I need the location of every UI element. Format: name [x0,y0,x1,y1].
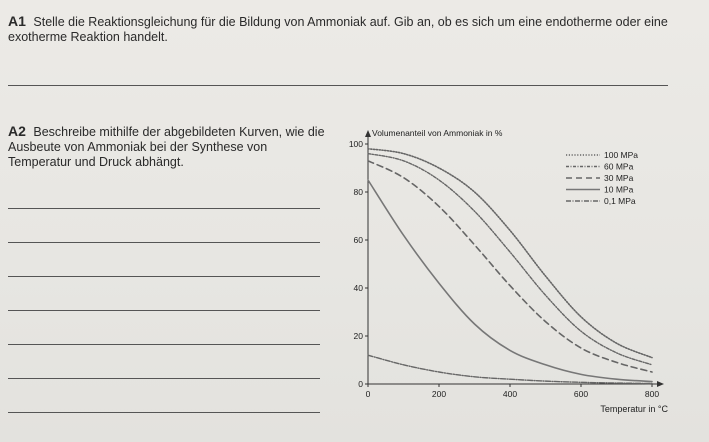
x-tick-label: 600 [573,389,589,399]
chart-legend [566,150,638,206]
legend-label: 60 MPa [604,161,634,172]
y-tick-label: 40 [353,283,363,293]
legend-label: 30 MPa [604,173,634,183]
answer-line [8,412,320,413]
y-tick-label: 20 [353,331,363,341]
x-axis-arrow [657,381,664,387]
y-axis-label: Volumenanteil von Ammoniak in % [372,128,503,138]
task-text: Stelle die Reaktionsgleichung für die Bildung von Ammoniak auf. Gib an, ob es sich um eine endotherme oder eine exotherme Reaktion handelt. [8,15,668,44]
answer-line [8,208,320,209]
series-line-0-1-mpa [368,355,652,383]
x-axis-label: Temperatur in °C [600,404,668,414]
legend-label: 100 MPa [604,150,639,160]
x-tick-label: 200 [431,389,447,399]
series-line-10-mpa [368,180,652,382]
x-tick-label: 0 [365,389,371,399]
y-tick-label: 100 [348,139,363,149]
legend-label: 10 MPa [604,184,634,195]
y-tick-label: 0 [358,379,363,389]
y-tick-label: 60 [353,235,363,245]
answer-line [8,242,320,243]
x-tick-label: 400 [502,389,518,399]
answer-line [8,85,668,86]
task-number: A2 [8,123,26,139]
ammonia-yield-chart [330,122,702,422]
y-axis-arrow [365,130,371,137]
task-text: Beschreibe mithilfe der abgebildeten Kurven, wie die Ausbeute von Ammoniak bei der Synthese von Temperatur und Druck abhängt. [8,125,325,169]
x-tick-label: 800 [644,389,660,399]
legend-label: 0,1 MPa [604,196,636,206]
y-tick-label: 80 [353,187,363,197]
answer-line [8,344,320,345]
answer-line [8,310,320,311]
task-a2 [8,124,326,170]
task-number: A1 [8,13,26,29]
answer-line [8,378,320,379]
task-a1 [8,14,698,45]
answer-line [8,276,320,277]
